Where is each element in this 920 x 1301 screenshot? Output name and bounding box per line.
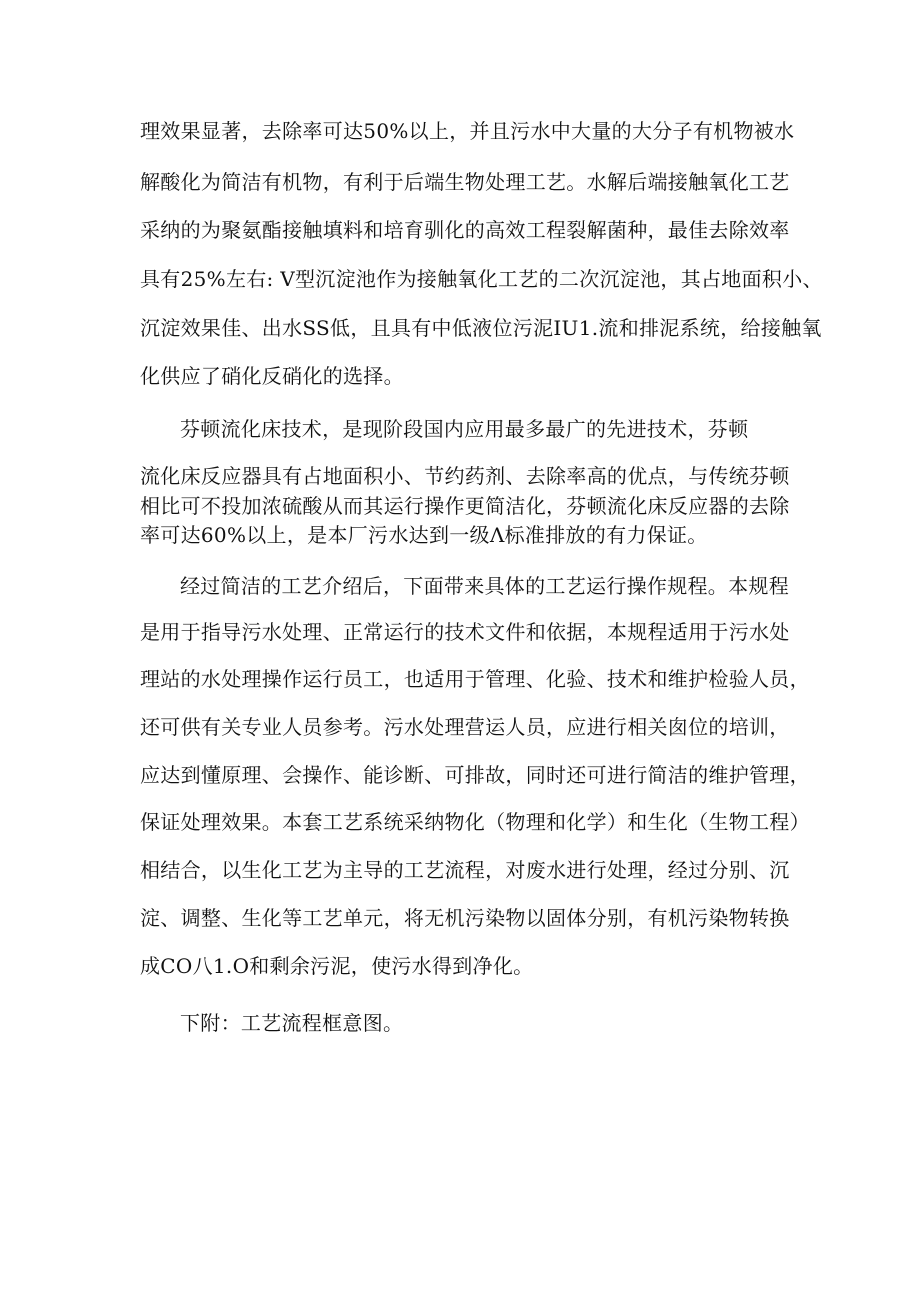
text-line: 相比可不投加浓硫酸从而其运行操作更简洁化，芬顿流化床反应器的去除 <box>140 494 790 518</box>
text-line: 解酸化为简洁有机物，有利于后端生物处理工艺。水解后端接触氧化工艺 <box>140 170 790 194</box>
text-line: 芬顿流化床技术，是现阶段国内应用最多最广的先进技术，芬顿 <box>180 417 749 441</box>
text-line: 采纳的为聚氨酯接触填料和培育驯化的高效工程裂解菌种，最佳去除效率 <box>140 218 790 242</box>
text-line: 率可达60%以上，是本厂污水达到一级Λ标准排放的有力保证。 <box>140 523 708 547</box>
text-line: 流化床反应器具有占地面积小、节约药剂、去除率高的优点，与传统芬顿 <box>140 464 790 488</box>
text-line: 还可供有关专业人员参考。污水处理营运人员，应进行相关囱位的培训， <box>140 715 790 739</box>
text-line: 是用于指导污水处理、正常运行的技术文件和依据，本规程适用于污水处 <box>140 620 790 644</box>
text-line: 具有25%左右: V型沉淀池作为接触氧化工艺的二次沉淀池，其占地面积小、 <box>140 267 823 291</box>
text-line: 下附：工艺流程框意图。 <box>180 1011 404 1035</box>
text-line: 淀、调整、生化等工艺单元，将无机污染物以固体分别，有机污染物转换 <box>140 906 790 930</box>
text-line: 沉淀效果佳、出水SS低，且具有中低液位污泥IU1.流和排泥系统，给接触氧 <box>140 316 822 340</box>
text-line: 应达到懂原理、会操作、能诊断、可排故，同时还可进行简洁的维护管理， <box>140 763 810 787</box>
text-line: 经过简洁的工艺介绍后，下面带来具体的工艺运行操作规程。本规程 <box>180 574 789 598</box>
text-line: 保证处理效果。本套工艺系统采纳物化（物理和化学）和生化（生物工程） <box>140 810 810 834</box>
text-line: 理站的水处理操作运行员工，也适用于管理、化验、技术和维护检验人员， <box>140 667 810 691</box>
text-line: 化供应了硝化反硝化的选择。 <box>140 364 404 388</box>
text-line: 相结合，以生化工艺为主导的工艺流程，对废水进行处理，经过分别、沉 <box>140 858 790 882</box>
text-line: 成CO八1.O和剩余污泥，使污水得到净化。 <box>140 954 534 978</box>
text-line: 理效果显著，去除率可达50%以上，并且污水中大量的大分子有机物被水 <box>140 119 795 143</box>
